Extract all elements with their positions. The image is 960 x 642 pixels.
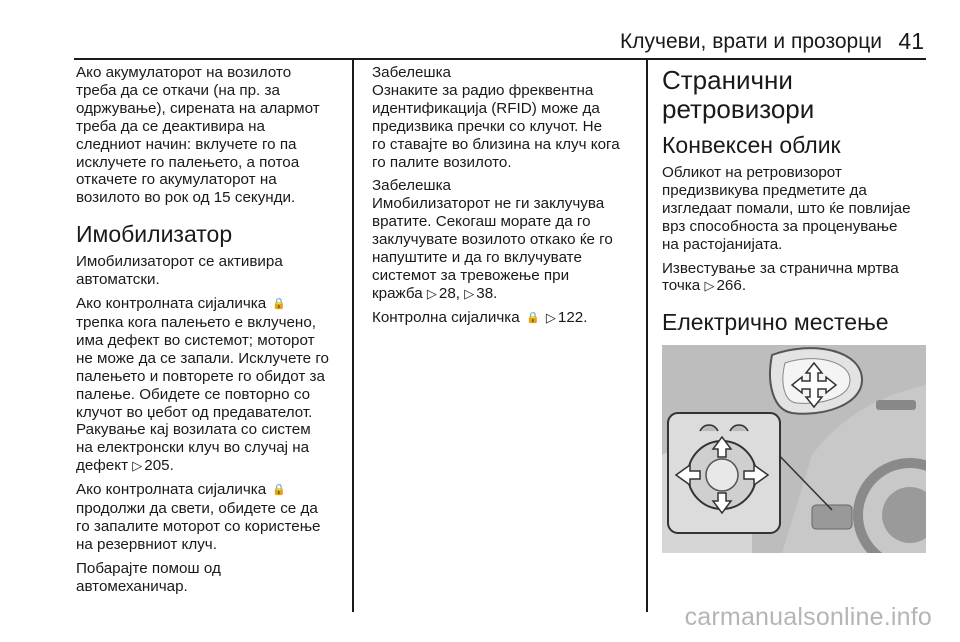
- text-line: Контролна сијаличка 🔒 ▷ 122.: [372, 308, 588, 326]
- text-line: изгледаат помали, што ќе повлијае: [662, 199, 911, 217]
- mirrors-heading: Странични ретровизори: [662, 65, 815, 124]
- page-reference[interactable]: 122.: [557, 308, 588, 326]
- text-line: исклучете го палењето, а потоа: [76, 153, 300, 171]
- text-line: напуштите и да го вклучувате: [372, 249, 582, 267]
- column-2: [372, 64, 640, 334]
- text-line: Ако акумулаторот на возилото: [76, 64, 292, 81]
- text-line: го запалите моторот со користење: [76, 517, 321, 535]
- air-vent: [876, 400, 916, 410]
- text-line: следниот начин: вклучете го па: [76, 135, 297, 153]
- page-reference-arrow-icon: ▷: [704, 278, 715, 294]
- convex-shape-subheading: Конвексен облик: [662, 132, 841, 158]
- note-title: Забелешка: [372, 64, 452, 81]
- text-line: треба да се деактивира на: [76, 117, 265, 135]
- text-line: заклучувате возилото откако ќе го: [372, 231, 613, 249]
- text-line: одржување), сирената на алармот: [76, 99, 320, 117]
- immobilizer-heading: Имобилизатор: [76, 221, 233, 248]
- page-reference-arrow-icon: ▷: [132, 458, 143, 474]
- text-line: кражба ▷ 28, ▷ 38.: [372, 284, 498, 302]
- text-line: идентификација (RFID) може да: [372, 99, 600, 117]
- text-line: палење. Обидете се повторно со: [76, 385, 311, 403]
- text-line: врз способноста за проценување: [662, 217, 898, 235]
- note-title: Забелешка: [372, 177, 452, 195]
- text-line: на резервниот клуч.: [76, 535, 217, 553]
- text-line: Ако контролната сијаличка 🔒: [76, 295, 287, 313]
- text-line: не може да се запали. Исклучете го: [76, 349, 329, 367]
- column-divider-2: [646, 60, 648, 612]
- page-number: 41: [898, 28, 924, 54]
- page-reference-arrow-icon: ▷: [464, 285, 475, 301]
- mirror-control-drawing: [662, 345, 926, 553]
- convex-paragraph: [662, 164, 928, 254]
- page-reference[interactable]: 205.: [144, 457, 174, 475]
- page-reference[interactable]: 266.: [716, 277, 747, 295]
- text-line: клучот во џебот од предавателот.: [76, 403, 313, 421]
- text-line: точка ▷ 266.: [662, 277, 747, 295]
- text-line: предизвикува предметите да: [662, 181, 867, 199]
- window-switch: [812, 505, 852, 529]
- text-line: има дефект во системот; моторот: [76, 331, 315, 349]
- column-divider-1: [352, 60, 354, 612]
- page-reference[interactable]: 28,: [438, 284, 461, 302]
- note-doors: [372, 177, 640, 302]
- immobilizer-lamp-icon: 🔒: [272, 484, 287, 497]
- text-line: Ознаките за радио фреквентна: [372, 81, 594, 99]
- note-rfid: [372, 64, 640, 171]
- text-line: на електронски клуч во случај на: [76, 439, 310, 457]
- text-line: возилото во рок од 15 секунди.: [76, 189, 296, 207]
- text-line: Имобилизаторот се активира: [76, 253, 283, 271]
- text-line: Ракување кај возилата со систем: [76, 421, 311, 439]
- page-header-title: Клучеви, врати и прозорци: [620, 30, 882, 53]
- text-line: откачете го акумулаторот на: [76, 171, 277, 189]
- mirror-switch-closeup: [668, 413, 780, 533]
- text-line: Обликот на ретровизорот: [662, 164, 842, 181]
- text-line: трепка кога палењето е вклучено,: [76, 313, 316, 331]
- text-line: продолжи да свети, обидете се да: [76, 500, 318, 518]
- electric-adjustment-heading: Електрично местење: [662, 309, 889, 336]
- help-paragraph: [76, 560, 348, 596]
- watermark: carmanualsonline.info: [684, 603, 932, 631]
- text-line: автоматски.: [76, 271, 160, 289]
- immobilizer-fault-paragraph: [76, 295, 348, 475]
- text-line: го палите возилото.: [372, 153, 512, 171]
- text-line: предизвика пречки со клучот. Не: [372, 117, 603, 135]
- immobilizer-lamp-icon: 🔒: [525, 311, 540, 324]
- header-rule: [74, 58, 926, 60]
- immobilizer-intro: [76, 253, 348, 289]
- page-reference-arrow-icon: ▷: [545, 309, 556, 325]
- text-line: автомеханичар.: [76, 577, 188, 595]
- text-line: Известување за странична мртва: [662, 259, 899, 277]
- text-line: дефект ▷ 205.: [76, 457, 174, 475]
- text-line: треба да се откачи (на пр. за: [76, 81, 280, 99]
- blind-spot-paragraph: [662, 260, 928, 296]
- text-line: го ставајте во близина на клуч кога: [372, 135, 620, 153]
- text-line: Ако контролната сијаличка 🔒: [76, 481, 287, 499]
- column-1: [76, 64, 348, 602]
- immobilizer-lamp-icon: 🔒: [272, 298, 287, 311]
- text-line: вратите. Секогаш морате да го: [372, 213, 591, 231]
- page-reference-arrow-icon: ▷: [426, 285, 437, 301]
- text-line: палењето и повторете го обидот за: [76, 367, 325, 385]
- immobilizer-lamp-on-paragraph: [76, 481, 348, 554]
- column-3: [662, 64, 928, 341]
- text-line: Побарајте помош од: [76, 559, 221, 577]
- mirror-control-illustration: [662, 345, 926, 553]
- page-reference[interactable]: 38.: [476, 284, 498, 302]
- text-line: системот за тревожење при: [372, 266, 570, 284]
- battery-paragraph: [76, 64, 348, 207]
- text-line: на растојанијата.: [662, 235, 783, 253]
- control-lamp-reference: [372, 309, 640, 328]
- text-line: Имобилизаторот не ги заклучува: [372, 195, 605, 213]
